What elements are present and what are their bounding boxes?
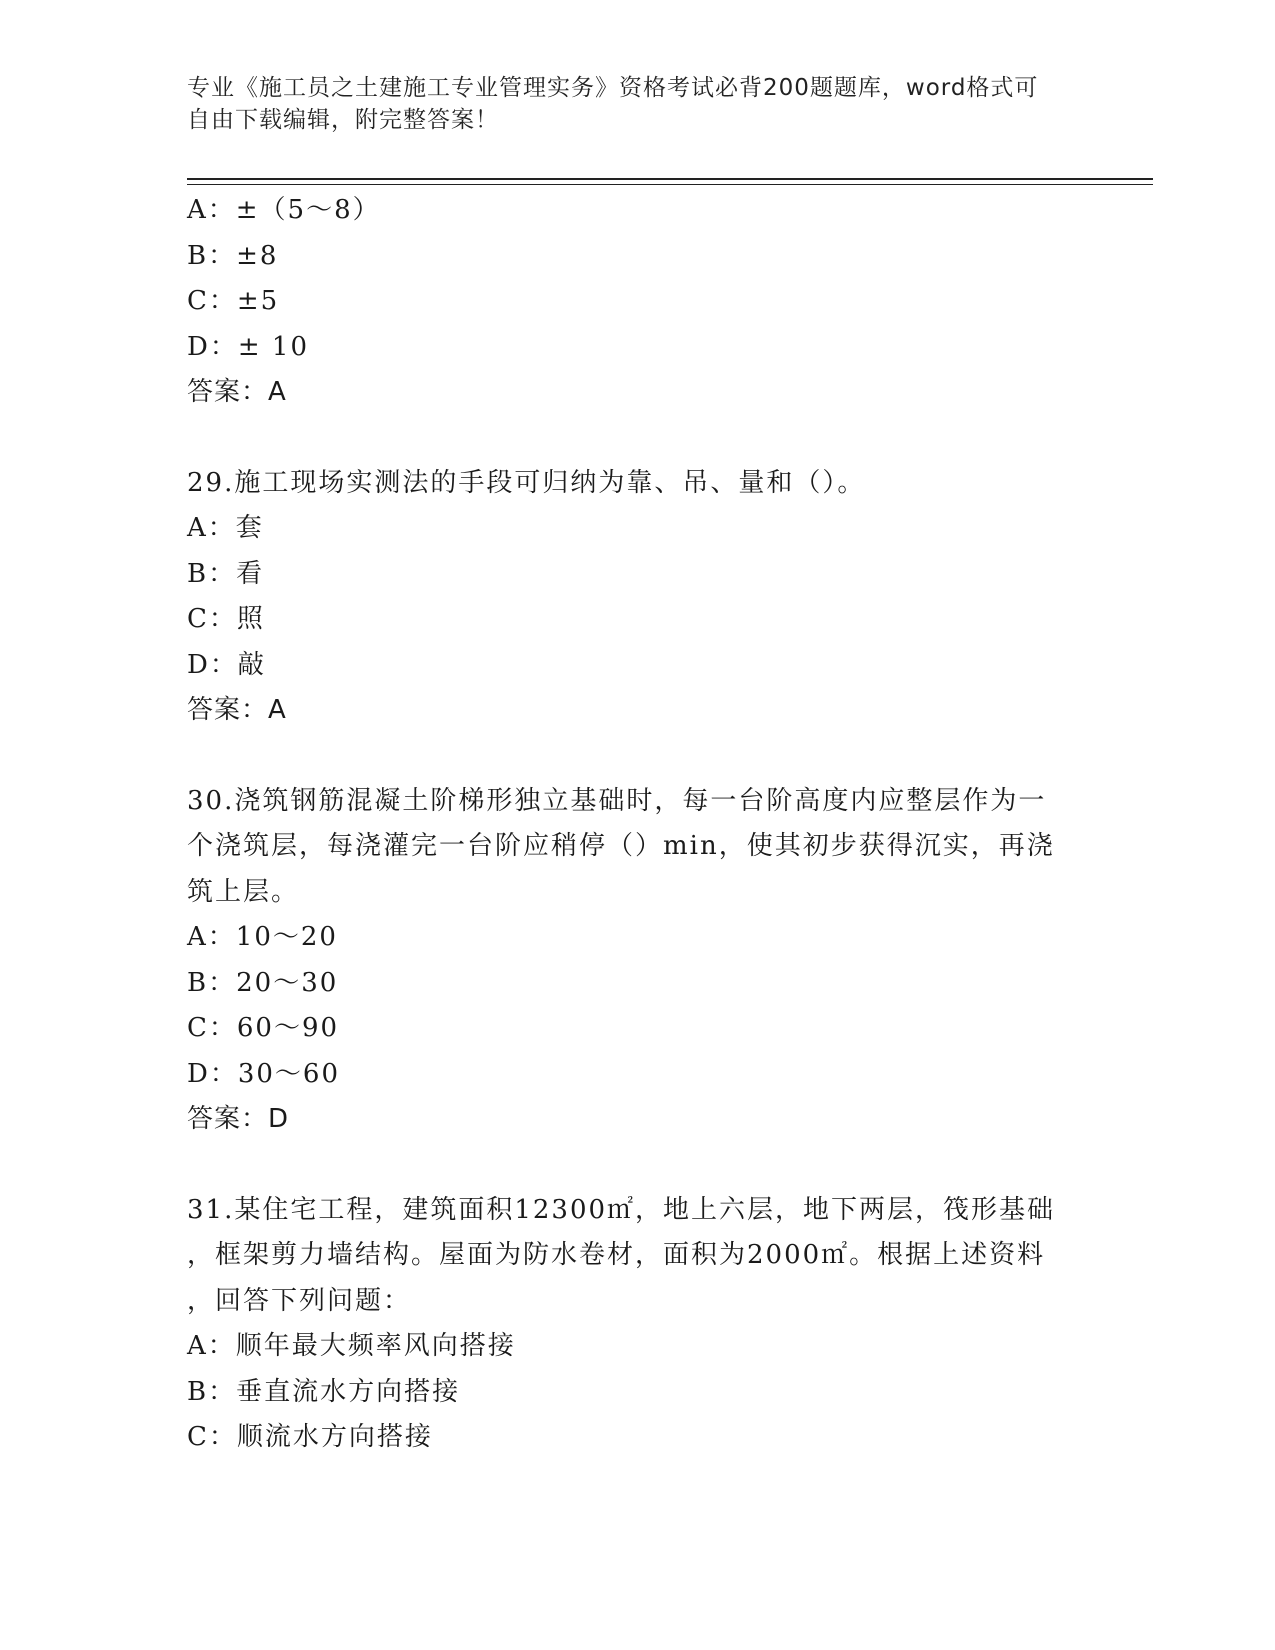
- question-block-31: [187, 1188, 1087, 1461]
- question-content: [187, 188, 1087, 1461]
- spacer: [187, 1143, 1087, 1188]
- header-line-1: 专业《施工员之土建施工专业管理实务》资格考试必背200题题库，word格式可: [187, 75, 1039, 101]
- question-block-29: [187, 461, 1087, 734]
- question-text-line-1: 30.浇筑钢筋混凝土阶梯形独立基础时，每一台阶高度内应整层作为一: [187, 785, 1047, 816]
- option-d: D：敲: [187, 649, 266, 680]
- option-b: B：垂直流水方向搭接: [187, 1376, 461, 1407]
- question-text-line-2: 个浇筑层，每浇灌完一台阶应稍停（）min，使其初步获得沉实，再浇: [187, 831, 1055, 861]
- option-a: A：±（5～8）: [187, 195, 381, 225]
- question-text: 29.施工现场实测法的手段可归纳为靠、吊、量和（）。: [187, 467, 866, 498]
- option-c: C：照: [187, 604, 265, 634]
- option-b: B：看: [187, 558, 265, 589]
- question-text-line-2: ，框架剪力墙结构。屋面为防水卷材，面积为2000㎡。根据上述资料: [187, 1240, 1046, 1270]
- option-c: C：顺流水方向搭接: [187, 1422, 433, 1452]
- option-c: C：±5: [187, 286, 280, 316]
- option-a: A：顺年最大频率风向搭接: [187, 1331, 516, 1361]
- header-divider-thin: [187, 184, 1153, 185]
- question-block-28: [187, 188, 1087, 416]
- option-a: A：套: [187, 513, 264, 543]
- header-divider-thick: [187, 178, 1153, 180]
- spacer: [187, 416, 1087, 461]
- document-header: [187, 72, 1067, 136]
- option-b: B：20～30: [187, 967, 339, 998]
- question-text-line-3: ，回答下列问题：: [187, 1285, 412, 1316]
- header-line-2: 自由下载编辑，附完整答案！: [187, 107, 499, 133]
- question-text-line-3: 筑上层。: [187, 876, 300, 907]
- option-d: D：30～60: [187, 1058, 341, 1089]
- question-text-line-1: 31.某住宅工程，建筑面积12300㎡，地上六层，地下两层，筏形基础: [187, 1194, 1056, 1225]
- answer: 答案：A: [187, 377, 287, 407]
- option-a: A：10～20: [187, 922, 338, 952]
- answer: 答案：A: [187, 695, 287, 725]
- option-d: D：± 10: [187, 331, 309, 362]
- spacer: [187, 734, 1087, 779]
- option-b: B：±8: [187, 240, 279, 271]
- option-c: C：60～90: [187, 1013, 340, 1043]
- answer: 答案：D: [187, 1104, 290, 1134]
- question-block-30: [187, 779, 1087, 1143]
